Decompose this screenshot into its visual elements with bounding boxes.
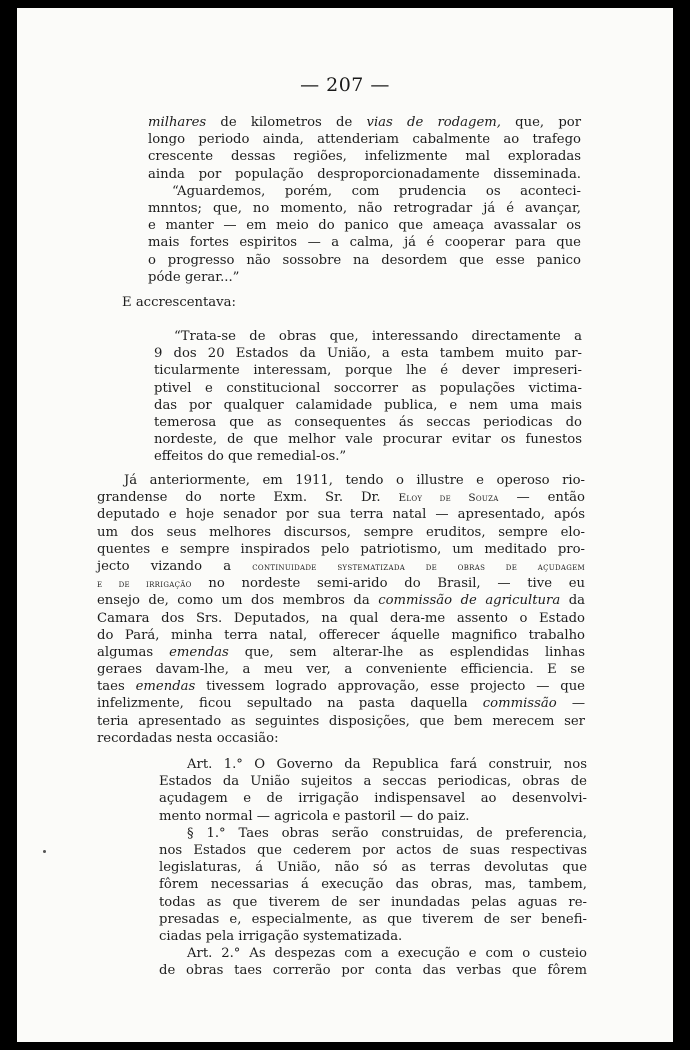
text-line: ainda por população desproporcionadamente disseminada.: [148, 166, 581, 182]
text-line: nordeste, de que melhor vale procurar evitar os funestos: [154, 432, 582, 448]
text-line: e de irrigação no nordeste semi-arido do Brasil, — tive eu: [97, 576, 586, 592]
text-line: algumas emendas que, sem alterar-lhe as esplendidas linhas: [97, 644, 585, 660]
text-line: jecto vizando a continuidade systematizada de obras de açudagem: [97, 558, 585, 574]
text-line: ticularmente interessam, porque lhe é dever impreseri-: [154, 363, 582, 379]
text-line: nos Estados que cederem por actos de suas respectivas: [159, 842, 587, 858]
text-line: quentes e sempre inspirados pelo patriotismo, um meditado pro-: [97, 541, 585, 557]
text-line: mento normal — agricola e pastoril — do paiz.: [159, 808, 470, 824]
text-line: “Trata-se de obras que, interessando directamente a: [174, 329, 582, 344]
ink-speck: [43, 850, 46, 853]
page-number: — 207 —: [300, 74, 390, 96]
text-line: infelizmente, ficou sepultado na pasta daquella commissão —: [97, 696, 586, 712]
text-line: ptivel e constitucional soccorrer as populações victima-: [154, 380, 582, 396]
text-line: açudagem e de irrigação indispensavel ao desenvolvi-: [159, 791, 587, 807]
text-line: de obras taes correrão por conta das verbas que fôrem: [159, 963, 587, 979]
text-line: Art. 2.° As despezas com a execução e com o custeio: [187, 946, 587, 962]
text-line: grandense do norte Exm. Sr. Dr. Eloy de Souza — então: [97, 490, 585, 506]
text-line: Estados da União sujeitos a seccas periodicas, obras de: [159, 774, 587, 790]
text-line: das por qualquer calamidade publica, e nem uma mais: [154, 397, 582, 413]
text-line: um dos seus melhores discursos, sempre eruditos, sempre elo-: [97, 524, 585, 540]
text-line: “Aguardemos, porém, com prudencia os aconteci-: [172, 183, 581, 199]
text-line: temerosa que as consequentes ás seccas periodicas do: [154, 414, 582, 430]
text-line: Art. 1.° O Governo da Republica fará construir, nos: [187, 757, 587, 772]
text-line: 9 dos 20 Estados da União, a esta tambem muito par-: [154, 346, 582, 362]
text-line: fôrem necessarias á execução das obras, mas, tambem,: [159, 877, 587, 893]
main-paragraph: [97, 472, 585, 747]
text-line: effeitos do que remedial-os.”: [154, 449, 347, 465]
text-line: póde gerar...”: [148, 269, 240, 285]
quote-block: [154, 328, 582, 466]
text-line: e manter — em meio do panico que ameaça avassalar os: [148, 218, 581, 234]
text-line: § 1.° Taes obras serão construidas, de preferencia,: [187, 825, 587, 841]
text-line: Já anteriormente, em 1911, tendo o illustre e operoso rio-: [124, 473, 585, 488]
text-line: legislaturas, á União, não só as terras devolutas que: [159, 860, 587, 876]
text-line: do Pará, minha terra natal, offerecer áquelle magnifico trabalho: [97, 627, 585, 643]
person-name: Eloy de Souza: [398, 492, 499, 505]
text-line: crescente dessas regiões, infelizmente mal exploradas: [148, 149, 581, 165]
text-line: taes emendas tivessem logrado approvação, esse projecto — que: [97, 679, 585, 695]
text-line: milhares de kilometros de vias de rodagem, que, por: [148, 115, 582, 130]
articles-block: [159, 756, 587, 979]
text-line: longo periodo ainda, attenderiam cabalmente ao trafego: [148, 132, 581, 148]
text-line: teria apresentado as seguintes disposições, que bem merecem ser: [97, 713, 585, 729]
accrescentava-line: E accrescentava:: [122, 295, 236, 310]
quote-continuation: [148, 114, 581, 286]
text-line: todas as que tiverem de ser inundadas pelas aguas re-: [159, 894, 587, 910]
text-line: mais fortes espiritos — a calma, já é cooperar para que: [148, 235, 581, 251]
text-line: ciadas pela irrigação systematizada.: [159, 928, 403, 944]
text-line: mnntos; que, no momento, não retrogradar já é avançar,: [148, 200, 581, 216]
text-line: ensejo de, como um dos membros da commissão de agricultura da: [97, 593, 586, 609]
document-page: [17, 8, 673, 1042]
text-line: Camara dos Srs. Deputados, na qual dera-me assento o Estado: [97, 610, 585, 626]
text-line: geraes davam-lhe, a meu ver, a conveniente efficiencia. E se: [97, 662, 585, 678]
text-line: presadas e, especialmente, as que tiverem de ser benefi-: [159, 911, 587, 927]
text-line: deputado e hoje senador por sua terra natal — apresentado, após: [97, 507, 585, 523]
text-line: o progresso não sossobre na desordem que esse panico: [148, 252, 581, 268]
text-line: recordadas nesta occasião:: [97, 730, 279, 746]
